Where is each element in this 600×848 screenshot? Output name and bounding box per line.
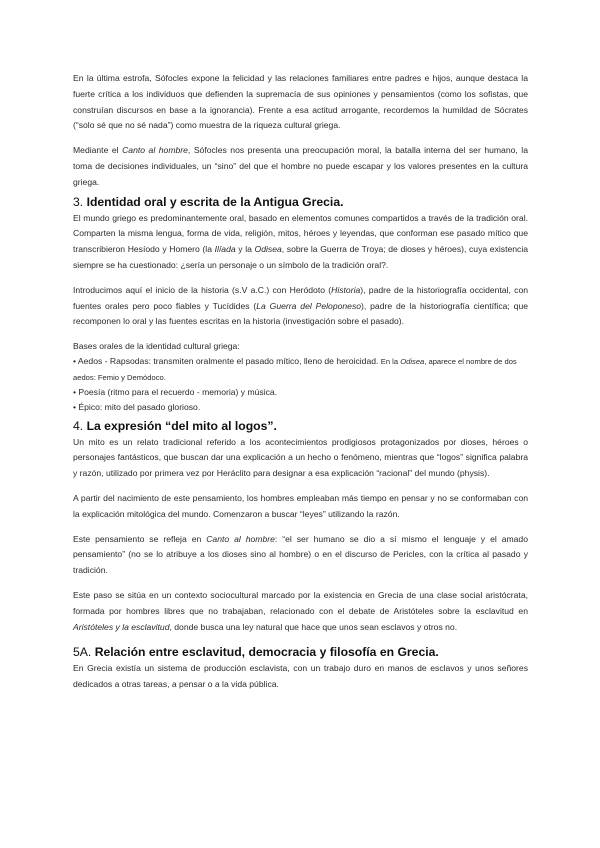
paragraph-mundo-griego xyxy=(73,211,528,274)
paragraph-canto-al-hombre xyxy=(73,143,528,190)
list-intro: Bases orales de la identidad cultural griega: xyxy=(73,341,240,352)
text-run: , donde busca una ley natural que hace que unos sean esclavos y otros no. xyxy=(169,621,458,632)
paragraph-historiografia xyxy=(73,283,528,330)
page-content xyxy=(73,71,528,693)
heading-number: 4. xyxy=(73,418,87,433)
italic-title: Odisea xyxy=(254,244,282,255)
paragraph-sistema-esclavista: En Grecia existía un sistema de producción esclavista, con un trabajo duro en manos de esclavos y unos señores dedicados a otras tareas, a pensar o a la vida pública. xyxy=(73,663,528,690)
bases-orales-list xyxy=(73,339,528,415)
list-item xyxy=(73,354,528,385)
italic-title: Canto al hombre xyxy=(122,145,188,156)
text-run: Este paso se sitúa en un contexto sociocultural marcado por la existencia en Grecia de una clase social aristócrata, formada por hombres libres que no trabajaban, relacionado con el debate de Aristóteles sobre la esclavitud en xyxy=(73,590,528,616)
heading-title: La expresión “del mito al logos”. xyxy=(86,418,277,433)
paragraph-reflejo-canto xyxy=(73,532,528,579)
italic-title: Historia xyxy=(331,284,361,295)
heading-number: 3. xyxy=(73,194,87,209)
text-run: Este pensamiento se refleja en xyxy=(73,533,207,544)
text-run: , sobre la Guerra de Troya; de dioses y héroes), cuya existencia siempre se ha cuestionado: ¿sería un personaje o un símbolo de la tradición oral?. xyxy=(73,244,529,270)
italic-title: Odisea xyxy=(400,357,425,367)
text-run: Introducimos aquí el inicio de la historia (s.V a.C.) con Heródoto ( xyxy=(73,284,332,295)
text-run: En la xyxy=(380,357,401,367)
heading-title: Identidad oral y escrita de la Antigua Grecia. xyxy=(86,194,344,209)
heading-title: Relación entre esclavitud, democracia y filosofía en Grecia. xyxy=(94,645,439,660)
text-run: Mediante el xyxy=(73,145,123,156)
heading-number: 5A. xyxy=(73,645,95,660)
paragraph-sofocles-estrofa: En la última estrofa, Sófocles expone la felicidad y las relaciones familiares entre padres e hijos, aunque destaca la fuerte crítica a los individuos que defienden la supremacía de sus opiniones y pensamientos (como los sofistas, que construían discursos en base a la ignorancia). Frente a esa actitud arrogante, recordemos la humildad de Sócrates (“solo sé que no sé nada”) como muestra de la riqueza cultural griega. xyxy=(73,73,528,131)
paragraph-contexto-sociocultural xyxy=(73,588,528,635)
list-item: • Poesía (ritmo para el recuerdo - memoria) y música. xyxy=(73,387,278,398)
section-heading-3 xyxy=(73,194,528,211)
italic-title: Aristóteles y la esclavitud xyxy=(73,621,170,632)
text-run: , Sófocles nos presenta una preocupación moral, la batalla interna del ser humano, la toma de decisiones individuales, un “sino” del que el hombre no puede escapar y los valores presentes en la cultura griega. xyxy=(73,145,528,187)
text-run: ), padre de la historiografía científica; que recomponen lo oral y las fuentes escritas en la historia (investigación sobre el pasado). xyxy=(73,300,528,327)
text-run: • Aedos - Rapsodas: transmiten oralmente el pasado mítico, lleno de heroicidad. xyxy=(73,356,381,367)
italic-title: La Guerra del Peloponeso xyxy=(256,300,362,311)
italic-title: Canto al hombre xyxy=(206,533,275,544)
text-run: : “el ser humano se dio a sí mismo el lenguaje y el amado pensamiento” (no se lo atribuye a los dioses sino al hombre) o en el discurso de Pericles, con la crítica al pasado y tradición. xyxy=(73,533,528,576)
section-heading-5a xyxy=(73,644,528,661)
text-run: El mundo griego es predominantemente oral, basado en elementos comunes compartidos a través de la tradición oral. Comparten la misma lengua, forma de vida, religión, mitos, héroes y leyendas, que conforman ese pasado mítico que transcribieron Hesíodo y Homero (la xyxy=(73,212,528,255)
section-heading-4 xyxy=(73,418,528,435)
text-run: , aparece el nombre de dos aedos: Femio y Demódoco. xyxy=(73,357,517,382)
paragraph-mito-definicion: Un mito es un relato tradicional referido a los acontecimientos prodigiosos protagonizados por dioses, héroes o personajes fantásticos, que buscan dar una explicación a un hecho o fenómeno, mientras que “logos” significa palabra y razón, utilizado por primera vez por Heráclito para designar a esa explicación “racional” del mundo (physis). xyxy=(73,436,528,479)
text-run: ), padre de la historiografía occidental, con fuentes orales pero poco fiables y Tucídides ( xyxy=(73,284,528,311)
paragraph-nacimiento-pensamiento: A partir del nacimiento de este pensamiento, los hombres empleaban más tiempo en pensar y no se conformaban con la explicación mitológica del mundo. Comenzaron a buscar “leyes” utilizando la razón. xyxy=(73,493,528,519)
list-item: • Épico: mito del pasado glorioso. xyxy=(73,402,201,413)
italic-title: Ilíada xyxy=(214,244,236,255)
text-run: y la xyxy=(235,244,255,255)
